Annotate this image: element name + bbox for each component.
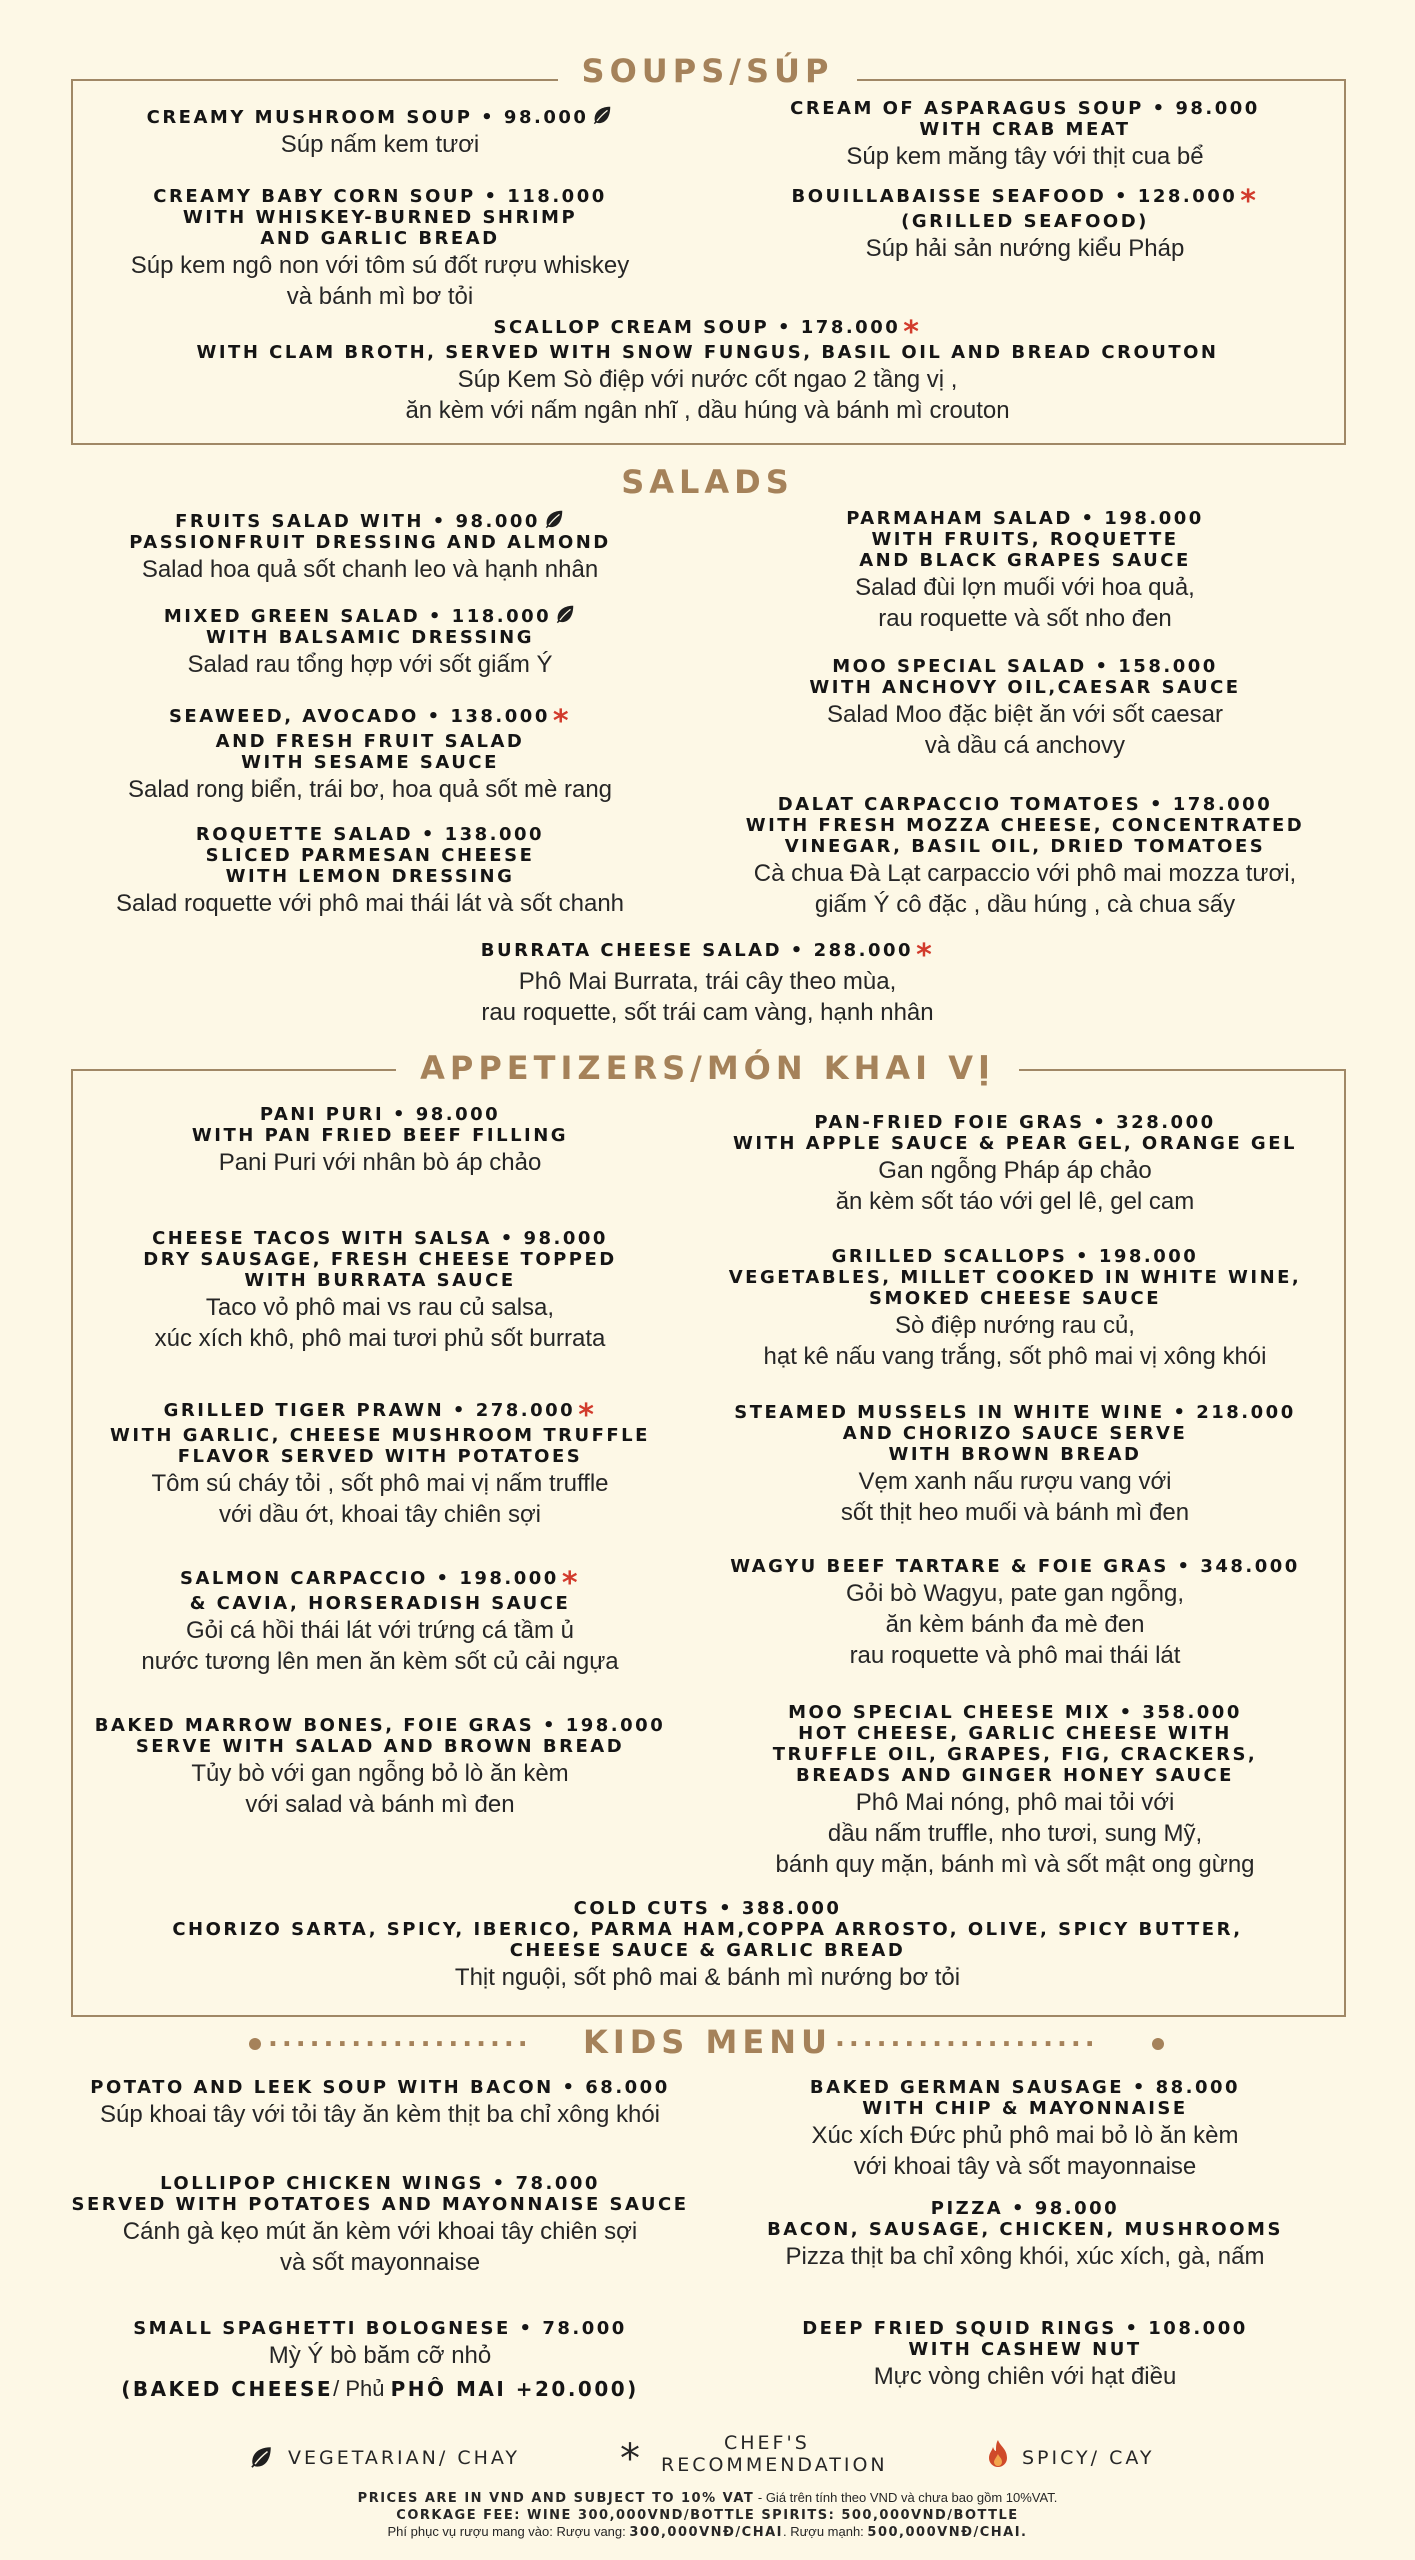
item-description: Xúc xích Đức phủ phô mai bỏ lò ăn kèm [811, 2122, 1239, 2149]
item-description: hạt kê nấu vang trắng, sốt phô mai vị xông khói [763, 1343, 1267, 1370]
item-title: WITH BALSAMIC DRESSING [205, 627, 534, 648]
divider-dot-right [1152, 2038, 1164, 2050]
addon-line: (BAKED CHEESE/ Phủ PHÔ MAI +20.000) [121, 2376, 639, 2401]
item-title: WITH FRESH MOZZA CHEESE, CONCENTRATED [745, 815, 1305, 836]
item-title: DALAT CARPACCIO TOMATOES • 178.000 [777, 794, 1273, 815]
item-title: STEAMED MUSSELS IN WHITE WINE • 218.000 [734, 1402, 1296, 1423]
item-title: WITH WHISKEY-BURNED SHRIMP [182, 207, 578, 228]
item-title: SERVE WITH SALAD AND BROWN BREAD [135, 1736, 625, 1757]
star-icon: * [903, 315, 922, 350]
star-icon: * [578, 1398, 597, 1433]
item-description: Pizza thịt ba chỉ xông khói, xúc xích, gà, nấm [785, 2243, 1265, 2270]
item-title: SERVED WITH POTATOES AND MAYONNAISE SAUCE [71, 2194, 689, 2215]
item-description: Cánh gà kẹo mút ăn kèm với khoai tây chiên sợi [122, 2218, 638, 2245]
item-description: Gỏi cá hồi thái lát với trứng cá tầm ủ [186, 1617, 574, 1644]
item-title: FLAVOR SERVED WITH POTATOES [177, 1446, 583, 1467]
menu-item [75, 508, 665, 584]
item-description: Salad rau tổng hợp với sốt giấm Ý [187, 651, 553, 678]
item-description: xúc xích khô, phô mai tươi phủ sốt burrata [154, 1325, 606, 1352]
menu-item [80, 186, 680, 311]
leaf-icon [543, 508, 565, 530]
item-title: AND BLACK GRAPES SAUCE [859, 550, 1191, 571]
star-icon: * [561, 1566, 581, 1601]
legend-spicy: SPICY/ CAY [1022, 2447, 1155, 2469]
star-icon: * [1240, 184, 1259, 219]
menu-item [720, 656, 1330, 760]
item-description: Gỏi bò Wagyu, pate gan ngỗng, [845, 1580, 1184, 1607]
item-description: Salad đùi lợn muối với hoa quả, [855, 574, 1195, 601]
item-title: WITH ANCHOVY OIL,CAESAR SAUCE [809, 677, 1241, 698]
legend-chef-line2: RECOMMENDATION [661, 2454, 888, 2476]
item-title: SCALLOP CREAM SOUP • 178.000 * [493, 315, 922, 350]
footer-vat: PRICES ARE IN VND AND SUBJECT TO 10% VAT - Giá trên tính theo VND và chưa bao gồm 10%VAT. [357, 2490, 1058, 2506]
item-title: PASSIONFRUIT DRESSING AND ALMOND [129, 532, 611, 553]
star-icon: * [916, 938, 935, 973]
footer-corkage-vi: Phí phục vụ rượu mang vào: Rượu vang: 300,000VNĐ/CHAI. Rượu mạnh: 500,000VNĐ/CHAI. [387, 2524, 1028, 2540]
item-title: WITH CLAM BROTH, SERVED WITH SNOW FUNGUS, BASIL OIL AND BREAD CROUTON [196, 342, 1219, 363]
item-title: & CAVIA, HORSERADISH SAUCE [189, 1593, 571, 1614]
item-description: Súp nấm kem tươi [280, 131, 480, 158]
item-description: với khoai tây và sốt mayonnaise [853, 2153, 1197, 2180]
item-title: PARMAHAM SALAD • 198.000 [846, 508, 1204, 529]
chili-flame-icon [983, 2438, 1013, 2472]
soups-title: SOUPS/SÚP [0, 52, 1415, 90]
menu-item [80, 317, 1335, 425]
item-title: WITH GARLIC, CHEESE MUSHROOM TRUFFLE [110, 1425, 650, 1446]
item-title: WITH PAN FRIED BEEF FILLING [191, 1125, 569, 1146]
menu-item [70, 2173, 690, 2277]
menu-item [740, 186, 1310, 263]
item-description: Vẹm xanh nấu rượu vang với [858, 1468, 1172, 1495]
item-description: Taco vỏ phô mai vs rau củ salsa, [205, 1294, 555, 1321]
item-title: MOO SPECIAL SALAD • 158.000 [832, 656, 1218, 677]
item-title: PIZZA • 98.000 [930, 2198, 1120, 2219]
item-title: LOLLIPOP CHICKEN WINGS • 78.000 [160, 2173, 600, 2194]
item-title: BAKED MARROW BONES, FOIE GRAS • 198.000 [94, 1715, 666, 1736]
item-title: HOT CHEESE, GARLIC CHEESE WITH [798, 1723, 1232, 1744]
item-description: và dầu cá anchovy [924, 732, 1126, 759]
item-title: AND FRESH FRUIT SALAD [215, 731, 525, 752]
item-title: CHEESE SAUCE & GARLIC BREAD [509, 1940, 906, 1961]
item-description: bánh quy mặn, bánh mì và sốt mật ong gừng [775, 1851, 1255, 1878]
item-title: TRUFFLE OIL, GRAPES, FIG, CRACKERS, [772, 1744, 1258, 1765]
item-description: rau roquette, sốt trái cam vàng, hạnh nhân [481, 999, 934, 1026]
legend-chef-line1: CHEF'S [724, 2432, 810, 2454]
menu-item [80, 2077, 680, 2129]
item-title: GRILLED TIGER PRAWN • 278.000 * [163, 1398, 597, 1433]
item-title: WITH APPLE SAUCE & PEAR GEL, ORANGE GEL [733, 1133, 1297, 1154]
item-title: GRILLED SCALLOPS • 198.000 [831, 1246, 1199, 1267]
item-description: Súp Kem Sò điệp với nước cốt ngao 2 tầng vị , [457, 366, 958, 393]
item-description: Súp khoai tây với tỏi tây ăn kèm thịt ba chỉ xông khói [99, 2101, 661, 2128]
item-title: WAGYU BEEF TARTARE & FOIE GRAS • 348.000 [730, 1556, 1300, 1577]
menu-item [740, 508, 1310, 633]
menu-item [700, 1246, 1330, 1371]
item-title: VEGETABLES, MILLET COOKED IN WHITE WINE, [728, 1267, 1302, 1288]
menu-item [720, 2198, 1330, 2271]
vegetarian-leaf-icon [248, 2444, 274, 2470]
menu-item [80, 1400, 680, 1529]
item-description: nước tương lên men ăn kèm sốt củ cải ngựa [141, 1648, 619, 1675]
item-description: sốt thịt heo muối và bánh mì đen [840, 1499, 1190, 1526]
item-description: Pani Puri với nhân bò áp chảo [218, 1149, 542, 1176]
item-description: Tôm sú cháy tỏi , sốt phô mai vị nấm truffle [151, 1470, 609, 1497]
menu-item [75, 824, 665, 918]
footer-corkage: CORKAGE FEE: WINE 300,000VND/BOTTLE SPIRITS: 500,000VND/BOTTLE [396, 2508, 1019, 2523]
item-title: COLD CUTS • 388.000 [573, 1898, 842, 1919]
item-title: CHEESE TACOS WITH SALSA • 98.000 [152, 1228, 608, 1249]
item-title: POTATO AND LEEK SOUP WITH BACON • 68.000 [90, 2077, 670, 2098]
item-description: rau roquette và phô mai thái lát [849, 1642, 1181, 1669]
item-title: BURRATA CHEESE SALAD • 288.000 * [480, 938, 935, 973]
item-title: SEAWEED, AVOCADO • 138.000 * [168, 704, 572, 739]
item-description: rau roquette và sốt nho đen [878, 605, 1172, 632]
menu-item [80, 1898, 1335, 1992]
item-title: DRY SAUSAGE, FRESH CHEESE TOPPED [143, 1249, 617, 1270]
item-description: ăn kèm với nấm ngân nhĩ , dầu húng và bánh mì crouton [405, 397, 1010, 424]
item-title: CREAMY BABY CORN SOUP • 118.000 [153, 186, 607, 207]
item-description: Tủy bò với gan ngỗng bỏ lò ăn kèm [191, 1760, 569, 1787]
menu-item [700, 1702, 1330, 1879]
item-description: dầu nấm truffle, nho tươi, sung Mỹ, [827, 1820, 1203, 1847]
menu-item [700, 1402, 1330, 1527]
item-title: WITH CASHEW NUT [908, 2339, 1142, 2360]
item-title: WITH CHIP & MAYONNAISE [862, 2098, 1188, 2119]
menu-item [75, 603, 665, 679]
menu-item [720, 2318, 1330, 2391]
item-title: FRUITS SALAD WITH • 98.000 [75, 508, 665, 532]
item-title: PAN-FRIED FOIE GRAS • 328.000 [814, 1112, 1216, 1133]
menu-item [700, 1556, 1330, 1670]
star-icon: * [552, 704, 572, 739]
divider-dots-right: ................... [835, 2023, 1099, 2053]
item-description: Súp kem ngô non với tôm sú đốt rượu whiskey [130, 252, 630, 279]
item-description: Súp hải sản nướng kiểu Pháp [865, 235, 1185, 262]
item-description: Mực vòng chiên với hạt điều [873, 2363, 1177, 2390]
divider-dots-left: ................... [268, 2023, 532, 2053]
item-title: AND GARLIC BREAD [260, 228, 500, 249]
legend-vegetarian: VEGETARIAN/ CHAY [288, 2447, 520, 2469]
item-title: CHORIZO SARTA, SPICY, IBERICO, PARMA HAM,COPPA ARROSTO, OLIVE, SPICY BUTTER, [172, 1919, 1243, 1940]
item-description: Súp kem măng tây với thịt cua bể [846, 143, 1204, 170]
item-title: WITH SESAME SAUCE [241, 752, 499, 773]
item-description: Salad roquette với phô mai thái lát và sốt chanh [115, 890, 625, 917]
item-title: SMALL SPAGHETTI BOLOGNESE • 78.000 [133, 2318, 627, 2339]
item-title: MOO SPECIAL CHEESE MIX • 358.000 [788, 1702, 1242, 1723]
kids-title: KIDS MENU [0, 2023, 1415, 2061]
item-title: BACON, SAUSAGE, CHICKEN, MUSHROOMS [767, 2219, 1283, 2240]
item-title: SLICED PARMESAN CHEESE [205, 845, 535, 866]
item-description: Gan ngỗng Pháp áp chảo [878, 1157, 1152, 1184]
divider-dot-left [249, 2038, 261, 2050]
item-description: Sò điệp nướng rau củ, [895, 1312, 1135, 1339]
item-description: với salad và bánh mì đen [245, 1791, 515, 1818]
item-title: WITH BURRATA SAUCE [244, 1270, 516, 1291]
menu-item [80, 2318, 680, 2370]
item-description: Salad Moo đặc biệt ăn với sốt caesar [827, 701, 1223, 728]
item-description: giấm Ý cô đặc , dầu húng , cà chua sấy [814, 891, 1236, 918]
leaf-icon [554, 603, 576, 625]
item-title: WITH FRUITS, ROQUETTE [871, 529, 1179, 550]
item-title: CREAMY MUSHROOM SOUP • 98.000 [100, 104, 660, 128]
menu-item [700, 1112, 1330, 1216]
menu-item [80, 1104, 680, 1177]
item-description: Salad rong biển, trái bơ, hoa quả sốt mè rang [127, 776, 613, 803]
menu-item [700, 794, 1350, 919]
menu-item [80, 1228, 680, 1353]
item-title: WITH BROWN BREAD [888, 1444, 1142, 1465]
item-title: WITH CRAB MEAT [919, 119, 1131, 140]
item-description: ăn kèm sốt táo với gel lê, gel cam [835, 1188, 1195, 1215]
leaf-icon [591, 104, 613, 126]
star-icon: * [620, 2436, 640, 2482]
item-title: WITH LEMON DRESSING [225, 866, 515, 887]
item-title: BAKED GERMAN SAUSAGE • 88.000 [809, 2077, 1241, 2098]
item-title: CREAM OF ASPARAGUS SOUP • 98.000 [790, 98, 1260, 119]
item-title: ROQUETTE SALAD • 138.000 [195, 824, 545, 845]
salads-title: SALADS [0, 463, 1415, 501]
item-title: SMOKED CHEESE SAUCE [869, 1288, 1161, 1309]
item-title: BOUILLABAISSE SEAFOOD • 128.000 * [791, 184, 1259, 219]
item-title: MIXED GREEN SALAD • 118.000 [75, 603, 665, 627]
menu-item [100, 104, 660, 159]
item-description: với dầu ớt, khoai tây chiên sợi [218, 1501, 542, 1528]
menu-item [75, 706, 665, 804]
item-description: Phô Mai nóng, phô mai tỏi với [855, 1789, 1175, 1816]
item-description: Salad hoa quả sốt chanh leo và hạnh nhân [141, 556, 599, 583]
appetizers-title: APPETIZERS/MÓN KHAI VỊ [0, 1049, 1415, 1087]
menu-item [300, 940, 1115, 1027]
item-title: PANI PURI • 98.000 [259, 1104, 501, 1125]
menu-item [740, 98, 1310, 171]
item-description: và sốt mayonnaise [279, 2249, 481, 2276]
item-description: Mỳ Ý bò băm cỡ nhỏ [268, 2342, 492, 2369]
item-description: ăn kèm bánh đa mè đen [885, 1611, 1145, 1638]
item-title: VINEGAR, BASIL OIL, DRIED TOMATOES [784, 836, 1266, 857]
item-title: BREADS AND GINGER HONEY SAUCE [796, 1765, 1234, 1786]
item-description: Phô Mai Burrata, trái cây theo mùa, [518, 968, 897, 995]
item-title: (GRILLED SEAFOOD) [901, 211, 1149, 232]
item-title: DEEP FRIED SQUID RINGS • 108.000 [802, 2318, 1248, 2339]
menu-item [80, 1715, 680, 1819]
item-title: AND CHORIZO SAUCE SERVE [842, 1423, 1188, 1444]
item-description: Cà chua Đà Lạt carpaccio với phô mai mozza tươi, [753, 860, 1297, 887]
item-description: và bánh mì bơ tỏi [286, 283, 474, 310]
menu-item [720, 2077, 1330, 2181]
item-description: Thịt nguội, sốt phô mai & bánh mì nướng bơ tỏi [454, 1964, 961, 1991]
menu-item [80, 1568, 680, 1676]
item-title: SALMON CARPACCIO • 198.000 * [179, 1566, 581, 1601]
